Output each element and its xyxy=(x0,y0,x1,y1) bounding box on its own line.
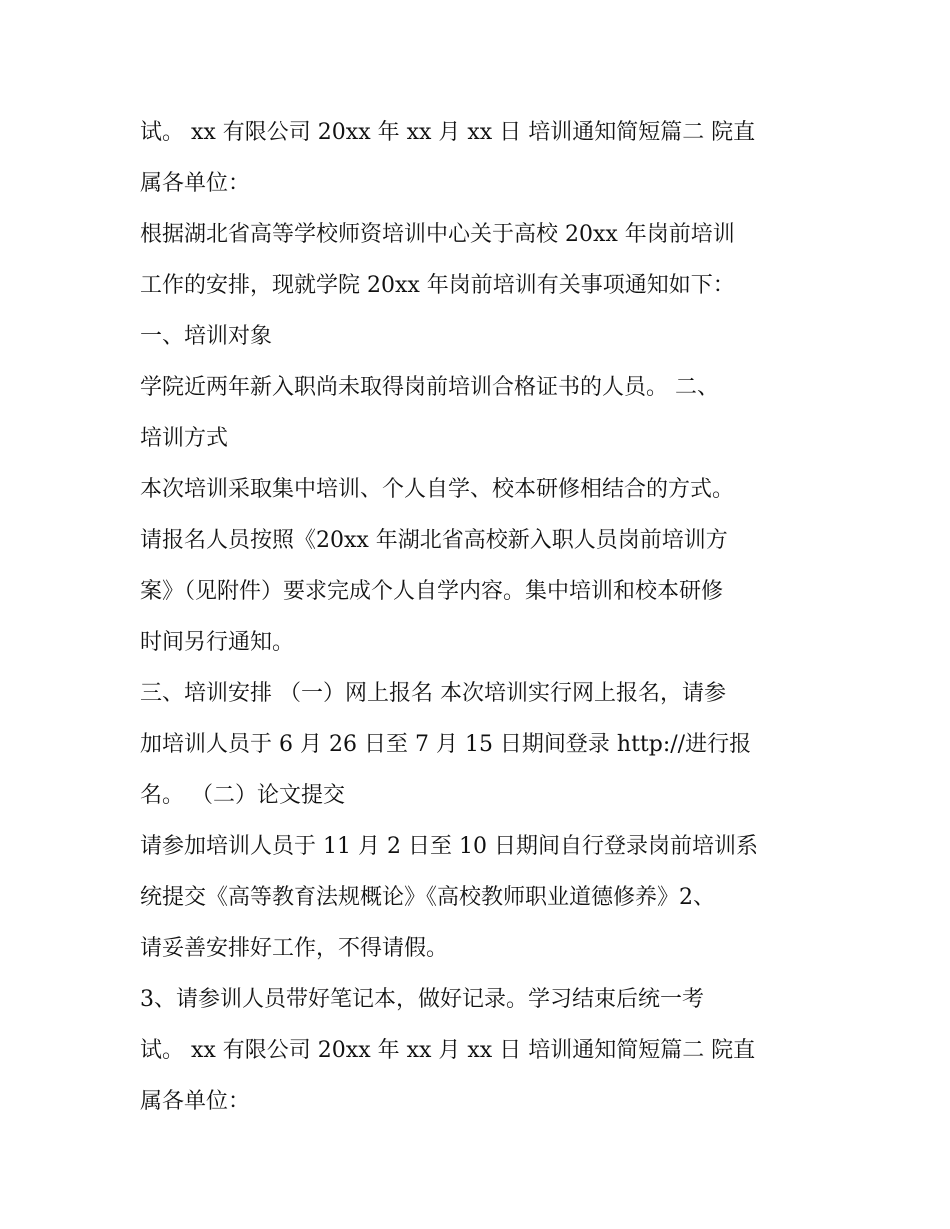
text-line: 三、培训安排 （一）网上报名 本次培训实行网上报名，请参 xyxy=(140,681,726,706)
document-body xyxy=(140,107,840,1127)
text-line: 案》（见附件）要求完成个人自学内容。集中培训和校本研修 xyxy=(140,579,724,604)
text-line: 试。 xx 有限公司 20xx 年 xx 月 xx 日 培训通知简短篇二 院直 xyxy=(140,120,756,145)
text-line: 3、请参训人员带好笔记本，做好记录。学习结束后统一考 xyxy=(140,987,704,1012)
text-line: 根据湖北省高等学校师资培训中心关于高校 20xx 年岗前培训 xyxy=(140,222,735,247)
text-line: 工作的安排，现就学院 20xx 年岗前培训有关事项通知如下： xyxy=(140,273,735,298)
text-line: 加培训人员于 6 月 26 日至 7 月 15 日期间登录 http://进行报 xyxy=(140,732,752,757)
text-line: 请报名人员按照《20xx 年湖北省高校新入职人员岗前培训方 xyxy=(140,528,728,553)
text-line: 请参加培训人员于 11 月 2 日至 10 日期间自行登录岗前培训系 xyxy=(140,834,758,859)
text-line: 学院近两年新入职尚未取得岗前培训合格证书的人员。 二、 xyxy=(140,375,719,400)
text-line: 属各单位： xyxy=(140,1089,251,1114)
text-line: 请妥善安排好工作，不得请假。 xyxy=(140,936,449,961)
text-line: 统提交《高等教育法规概论》《高校教师职业道德修养》2、 xyxy=(140,885,715,910)
text-line: 时间另行通知。 xyxy=(140,630,295,655)
section-heading: 培训方式 xyxy=(140,426,229,451)
text-line: 本次培训采取集中培训、个人自学、校本研修相结合的方式。 xyxy=(140,477,735,502)
text-line: 名。 （二）论文提交 xyxy=(140,783,345,808)
text-line: 属各单位： xyxy=(140,171,251,196)
text-line: 试。 xx 有限公司 20xx 年 xx 月 xx 日 培训通知简短篇二 院直 xyxy=(140,1038,756,1063)
section-heading: 一、培训对象 xyxy=(140,324,273,349)
